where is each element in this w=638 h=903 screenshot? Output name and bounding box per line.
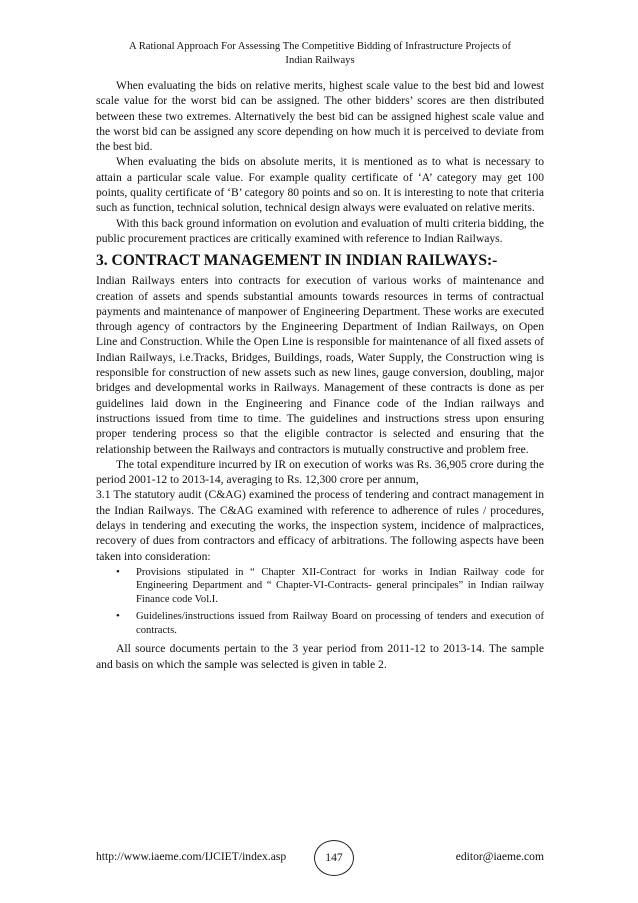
footer-email-link[interactable]: editor@iaeme.com: [455, 850, 544, 863]
list-item-text: Provisions stipulated in “ Chapter XII-Contract for works in Indian Railway code for Engineering Department and “ Chapter-VI-Contracts- general principales” in Indian railway Finance code Vol.I.: [136, 566, 544, 605]
bullet-icon: •: [116, 610, 120, 623]
paragraph-statutory-audit: 3.1 The statutory audit (C&AG) examined the process of tendering and contract management in the Indian Railways. The C&AG examined with reference to adherence of rules / procedures, delays in tendering and executing the works, the inspection system, incidence of malpractices, recovery of dues from contractors and efficacy of arbitrations. The following aspects have been taken into consideration:: [96, 488, 544, 563]
running-header-line-2: Indian Railways: [285, 55, 355, 66]
aspects-list: [96, 566, 544, 638]
paragraph-total-expenditure: The total expenditure incurred by IR on execution of works was Rs. 36,905 crore during the period 2001-12 to 2013-14, averaging to Rs. 12,300 crore per annum,: [96, 457, 544, 487]
paragraph-absolute-merits: When evaluating the bids on absolute merits, it is mentioned as to what is necessary to attain a particular scale value. For example quality certificate of ‘A’ category may get 100 points, quality certificate of ‘B’ category 80 points and so on. It is interesting to note that criteria such as function, technical solution, technical design always were evaluated on relative merits.: [96, 155, 544, 215]
paragraph-source-documents: All source documents pertain to the 3 year period from 2011-12 to 2013-14. The sample and basis on which the sample was selected is given in table 2.: [96, 642, 544, 671]
running-header-line-1: A Rational Approach For Assessing The Competitive Bidding of Infrastructure Projects of: [128, 41, 511, 52]
paragraph-relative-merits: When evaluating the bids on relative merits, highest scale value to the best bid and lowest scale value for the worst bid can be assigned. The other bidders’ scores are then distributed between these two extremes. Alternatively the best bid can be assigned highest scale value and the worst bid can be assigned any score depending on how much it is perceived to deviate from the best bid.: [96, 79, 544, 154]
running-header: [100, 40, 540, 68]
page-number: 147: [314, 840, 354, 876]
section-heading: 3. CONTRACT MANAGEMENT IN INDIAN RAILWAYS:-: [96, 252, 498, 270]
list-item: [116, 610, 544, 637]
page-footer: [96, 840, 544, 876]
footer-url-link[interactable]: http://www.iaeme.com/IJCIET/index.asp: [96, 850, 287, 863]
paragraph-background: With this back ground information on evolution and evaluation of multi criteria bidding, the public procurement practices are critically examined with reference to Indian Railways.: [96, 216, 544, 245]
paragraph-contract-management: Indian Railways enters into contracts for execution of various works of maintenance and creation of assets and spends substantial amounts towards resources in terms of contractual payments and maintenance of manpower of Engineering Department. These works are executed through agency of contractors by the Engineering Department of Indian Railways, on Open Line and Construction. While the Open Line is responsible for maintenance of all fixed assets of Indian Railways, i.e.Tracks, Bridges, Buildings, roads, Water Supply, the Construction wing is responsible for construction of new assets such as new lines, gauge conversion, doubling, major bridges and developmental works in Railways. Management of these contracts is done as per guidelines laid down in the Engineering and Finance code of the Indian railways and instructions issued from time to time. The guidelines and instructions stress upon ensuring proper tendering process so that the eligible contractor is selected and ensuring that the relationship between the Railways and contractors is mutually constructive and problem free.: [96, 274, 544, 456]
list-item-text: Guidelines/instructions issued from Railway Board on processing of tenders and execution of contracts.: [136, 611, 544, 636]
bullet-icon: •: [116, 565, 120, 578]
page-body: [96, 78, 544, 672]
list-item: [116, 566, 544, 607]
